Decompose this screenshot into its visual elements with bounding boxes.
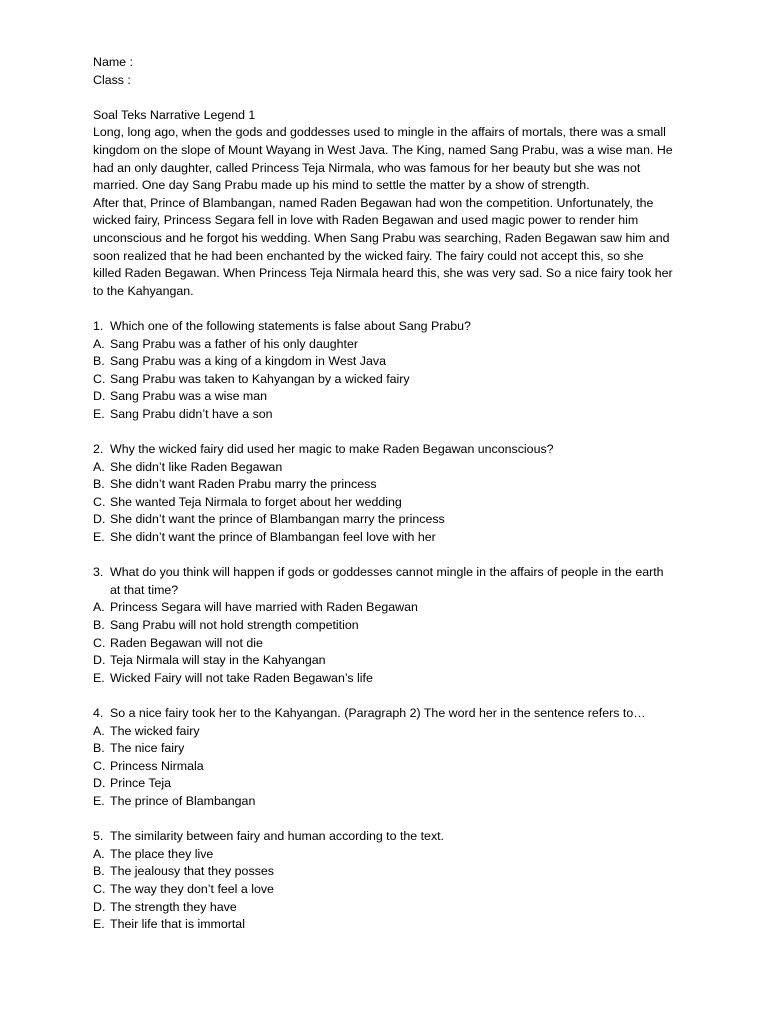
option-e <box>93 793 673 811</box>
question-2 <box>93 441 673 547</box>
option-c <box>93 758 673 776</box>
name-label: Name : <box>93 55 133 69</box>
option-letter: A. <box>93 600 105 615</box>
option-text: She didn’t want the prince of Blambangan feel love with her <box>110 530 436 545</box>
class-label: Class : <box>93 72 131 87</box>
option-text: She wanted Teja Nirmala to forget about her wedding <box>110 494 402 509</box>
option-text: Sang Prabu was a father of his only daughter <box>110 336 358 351</box>
option-letter: A. <box>93 336 105 351</box>
option-text: Teja Nirmala will stay in the Kahyangan <box>110 653 326 668</box>
question-prompt: The similarity between fairy and human according to the text. <box>110 829 445 844</box>
question-text <box>93 828 673 846</box>
question-prompt: Which one of the following statements is false about Sang Prabu? <box>110 318 471 333</box>
option-text: Their life that is immortal <box>110 917 245 932</box>
option-text: The place they live <box>110 846 214 861</box>
option-a <box>93 599 673 617</box>
option-letter: E. <box>93 793 105 808</box>
question-4 <box>93 705 673 811</box>
option-d <box>93 388 673 406</box>
question-3 <box>93 564 673 687</box>
question-prompt: What do you think will happen if gods or goddesses cannot mingle in the affairs of people in the earth at that time? <box>110 565 664 597</box>
question-text <box>93 441 673 459</box>
option-text: She didn’t like Raden Begawan <box>110 459 283 474</box>
option-letter: A. <box>93 846 105 861</box>
option-text: The jealousy that they posses <box>110 864 274 879</box>
option-letter: C. <box>93 371 106 386</box>
option-letter: D. <box>93 899 106 914</box>
option-text: Princess Nirmala <box>110 758 204 773</box>
option-c <box>93 635 673 653</box>
question-prompt: So a nice fairy took her to the Kahyangan. (Paragraph 2) The word her in the sentence refers to… <box>110 705 646 720</box>
option-b <box>93 863 673 881</box>
option-b <box>93 476 673 494</box>
passage-paragraph-1: Long, long ago, when the gods and goddesses used to mingle in the affairs of mortals, there was a small kingdom on the slope of Mount Wayang in West Java. The King, named Sang Prabu, was a wise man. He had an only daughter, called Princess Teja Nirmala, who was famous for her beauty but she was not married. One day Sang Prabu made up his mind to settle the matter by a show of strength. <box>93 125 673 193</box>
option-text: The way they don’t feel a love <box>110 881 274 896</box>
option-text: The wicked fairy <box>110 723 200 738</box>
spacer <box>93 300 673 318</box>
question-number: 3. <box>93 565 104 580</box>
question-text <box>93 705 673 723</box>
question-number: 4. <box>93 705 104 720</box>
option-b <box>93 353 673 371</box>
question-5 <box>93 828 673 934</box>
question-prompt: Why the wicked fairy did used her magic to make Raden Begawan unconscious? <box>110 442 554 457</box>
option-text: Sang Prabu didn’t have a son <box>110 406 273 421</box>
option-text: Prince Teja <box>110 776 172 791</box>
option-e <box>93 670 673 688</box>
option-text: The prince of Blambangan <box>110 793 256 808</box>
option-letter: E. <box>93 917 105 932</box>
option-text: She didn’t want the prince of Blambangan marry the princess <box>110 512 445 527</box>
option-letter: C. <box>93 635 106 650</box>
option-letter: E. <box>93 530 105 545</box>
option-letter: D. <box>93 776 106 791</box>
option-d <box>93 511 673 529</box>
option-a <box>93 723 673 741</box>
option-letter: C. <box>93 758 106 773</box>
option-text: Princess Segara will have married with Raden Begawan <box>110 600 418 615</box>
question-number: 2. <box>93 442 104 457</box>
option-c <box>93 371 673 389</box>
question-text <box>93 564 673 599</box>
document-page <box>93 54 673 934</box>
option-letter: B. <box>93 354 105 369</box>
option-c <box>93 494 673 512</box>
option-letter: C. <box>93 881 106 896</box>
option-b <box>93 617 673 635</box>
option-text: Sang Prabu was a wise man <box>110 389 268 404</box>
option-letter: A. <box>93 723 105 738</box>
option-letter: C. <box>93 494 106 509</box>
option-text: Sang Prabu will not hold strength competition <box>110 618 359 632</box>
option-letter: E. <box>93 406 105 421</box>
option-text: Raden Begawan will not die <box>110 635 263 650</box>
option-a <box>93 846 673 864</box>
question-number: 5. <box>93 829 104 844</box>
option-text: She didn’t want Raden Prabu marry the princess <box>110 477 377 492</box>
question-text <box>93 318 673 336</box>
option-e <box>93 406 673 424</box>
option-letter: B. <box>93 618 105 632</box>
option-text: Wicked Fairy will not take Raden Begawan’s life <box>110 670 373 685</box>
option-d <box>93 899 673 917</box>
document-title: Soal Teks Narrative Legend 1 <box>93 107 256 122</box>
option-c <box>93 881 673 899</box>
option-letter: B. <box>93 864 105 879</box>
question-1 <box>93 318 673 424</box>
option-text: Sang Prabu was a king of a kingdom in West Java <box>110 354 386 369</box>
option-letter: A. <box>93 459 105 474</box>
option-d <box>93 652 673 670</box>
option-text: The nice fairy <box>110 741 185 756</box>
option-letter: D. <box>93 512 106 527</box>
option-letter: D. <box>93 653 106 668</box>
passage-paragraph-2: After that, Prince of Blambangan, named Raden Begawan had won the competition. Unfortunately, the wicked fairy, Princess Segara fell in love with Raden Begawan and used magic power to render him unconscious and he forgot his wedding. When Sang Prabu was searching, Raden Begawan saw him and soon realized that he had been enchanted by the wicked fairy. The fairy could not accept this, so she killed Raden Begawan. When Princess Teja Nirmala heard this, she was very sad. So a nice fairy took her to the Kahyangan. <box>93 195 673 298</box>
option-text: The strength they have <box>110 899 237 914</box>
option-letter: B. <box>93 741 105 756</box>
option-e <box>93 529 673 547</box>
option-a <box>93 336 673 354</box>
question-number: 1. <box>93 318 104 333</box>
option-letter: D. <box>93 389 106 404</box>
option-letter: B. <box>93 477 105 492</box>
option-b <box>93 740 673 758</box>
option-text: Sang Prabu was taken to Kahyangan by a wicked fairy <box>110 371 410 386</box>
spacer <box>93 89 673 107</box>
option-a <box>93 459 673 477</box>
option-letter: E. <box>93 670 105 685</box>
option-e <box>93 916 673 934</box>
option-d <box>93 775 673 793</box>
